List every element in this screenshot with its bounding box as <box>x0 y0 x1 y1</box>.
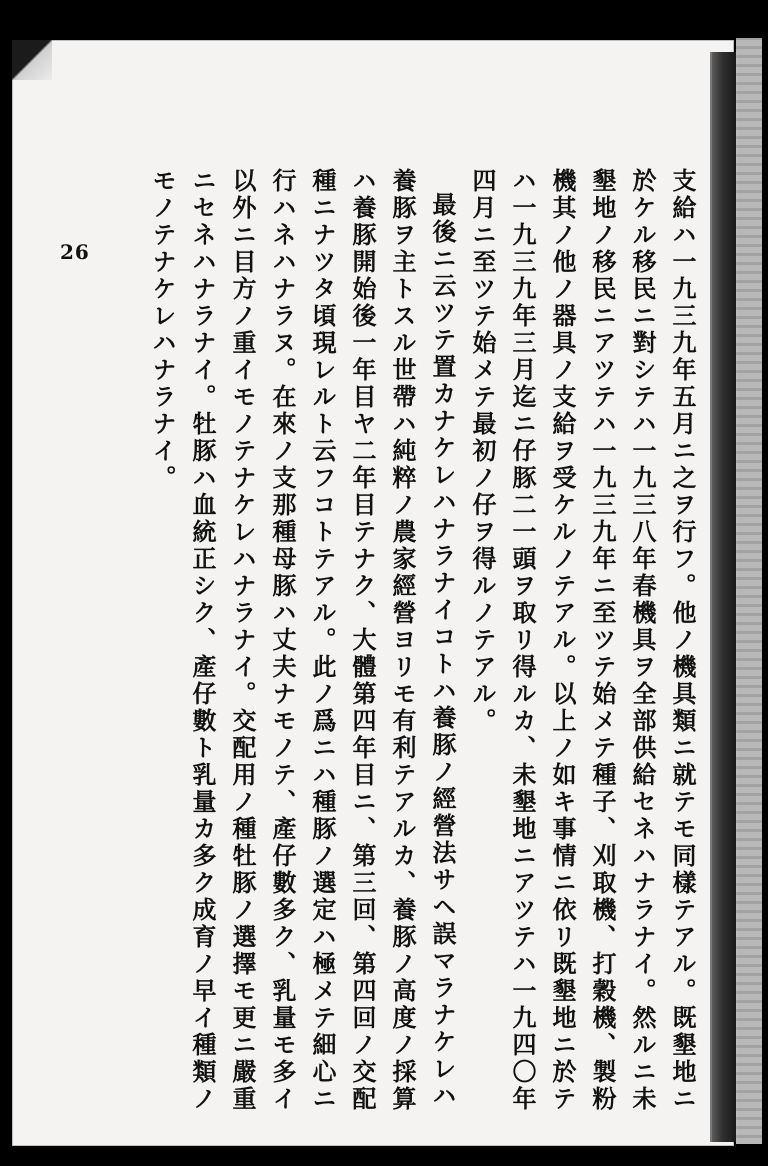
body-text <box>90 168 702 1128</box>
folded-corner <box>12 40 52 80</box>
paragraph-1: 支給ハ一九三九年五月ニ之ヲ行フ。他ノ機具類ニ就テモ同樣テアル。既墾地ニ於ケル移民ニ對シテハ一九三八年春機具ヲ全部供給セネハナラナイ。然ルニ未墾地ノ移民ニアツテハ一九三九年ニ至ツテ始メテ種子、刈取機、打穀機、製粉機其ノ他ノ器具ノ支給ヲ受ケルノテアル。以上ノ如キ事情ニ依リ既墾地ニ於テハ一九三九年三月迄ニ仔豚二一頭ヲ取リ得ルカ、未墾地ニアツテハ一九四〇年四月ニ至ツテ始メテ最初ノ仔ヲ得ルノテアル。 <box>468 168 697 1113</box>
page-number: 26 <box>60 240 90 264</box>
page-edge-strip <box>736 38 762 1144</box>
book-gutter <box>710 52 738 1142</box>
paragraph-2: 最後ニ云ツテ置カナケレハナラナイコトハ養豚ノ經營法サヘ誤マラナケレハ養豚ヲ主トスル世帶ハ純粹ノ農家經營ヨリモ有利テアルカ、養豚ノ高度ノ採算ハ養豚開始後一年目ヤ二年目テナク、大體第四年目ニ、第三回、第四回ノ交配種ニナツタ頃現レルト云フコトテアル。此ノ爲ニハ種豚ノ選定ハ極メテ細心ニ行ハネハナラヌ。在來ノ支那種母豚ハ丈夫ナモノテ、產仔數多ク、乳量モ多イ以外ニ目方ノ重イモノテナケレハナラナイ。交配用ノ種牡豚ノ選擇モ更ニ嚴重ニセネハナラナイ。牡豚ハ血統正シク、產仔數ト乳量カ多ク成育ノ早イ種類ノモノテナケレハナラナイ。 <box>148 168 457 1113</box>
